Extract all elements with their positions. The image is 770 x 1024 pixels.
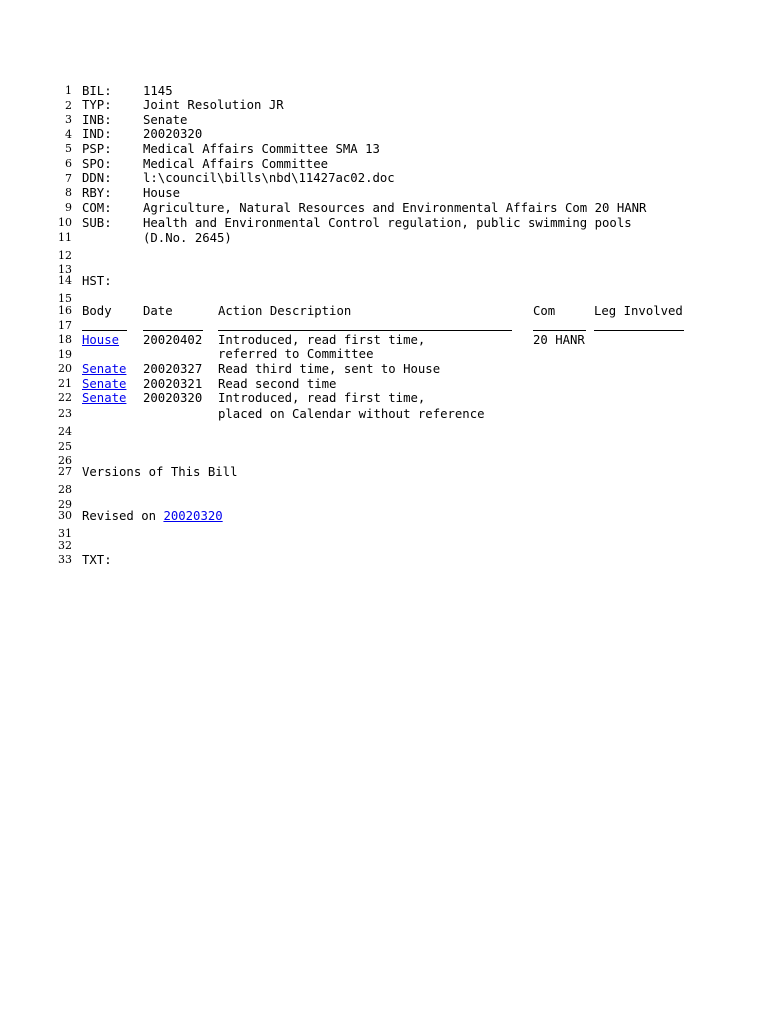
field-label-ddn: DDN:	[82, 171, 112, 185]
field-value-ind: 20020320	[143, 127, 203, 141]
field-value-typ: Joint Resolution JR	[143, 98, 284, 112]
line-number: 24	[58, 425, 72, 438]
line-number: 17	[58, 319, 72, 332]
history-action-continued: placed on Calendar without reference	[218, 407, 485, 421]
revised-line	[82, 509, 223, 523]
line-number: 13	[58, 263, 72, 276]
line-number: 21	[58, 377, 72, 390]
line-number: 22	[58, 391, 72, 404]
field-label-spo: SPO:	[82, 157, 112, 171]
history-date: 20020327	[143, 362, 203, 376]
line-number: 32	[58, 539, 72, 552]
line-number: 28	[58, 483, 72, 496]
revised-prefix: Revised on	[82, 509, 164, 523]
line-number: 14	[58, 274, 72, 287]
history-header-body: Body	[82, 304, 112, 318]
history-date: 20020402	[143, 333, 203, 347]
field-label-psp: PSP:	[82, 142, 112, 156]
history-label: HST:	[82, 274, 112, 288]
history-body-link[interactable]: House	[82, 333, 120, 347]
line-number: 1	[65, 84, 72, 97]
column-rule-leg	[594, 330, 684, 331]
line-number: 7	[65, 172, 72, 185]
line-number: 16	[58, 304, 72, 317]
history-action: Read second time	[218, 377, 337, 391]
line-number: 15	[58, 292, 72, 305]
line-number: 9	[65, 201, 72, 214]
line-number: 5	[65, 142, 72, 155]
line-number: 10	[58, 216, 72, 229]
line-number: 18	[58, 333, 72, 346]
field-value-psp: Medical Affairs Committee SMA 13	[143, 142, 380, 156]
field-label-typ: TYP:	[82, 98, 112, 112]
column-rule-action	[218, 330, 512, 331]
line-number: 8	[65, 186, 72, 199]
line-number: 2	[65, 99, 72, 112]
line-number: 4	[65, 128, 72, 141]
field-label-com: COM:	[82, 201, 112, 215]
history-committee: 20 HANR	[533, 333, 585, 347]
column-rule-date	[143, 330, 203, 331]
history-header-leg: Leg Involved	[594, 304, 683, 318]
field-label-sub: SUB:	[82, 216, 112, 230]
field-label-inb: INB:	[82, 113, 112, 127]
line-number: 26	[58, 454, 72, 467]
line-number: 20	[58, 362, 72, 375]
field-value-bil: 1145	[143, 84, 173, 98]
line-number: 31	[58, 527, 72, 540]
line-number: 11	[58, 231, 72, 244]
history-body-link[interactable]: Senate	[82, 362, 127, 376]
column-rule-body	[82, 330, 127, 331]
line-number: 25	[58, 440, 72, 453]
line-number: 29	[58, 498, 72, 511]
field-value-sub: Health and Environmental Control regulation, public swimming pools	[143, 216, 632, 230]
line-number: 23	[58, 407, 72, 420]
versions-heading: Versions of This Bill	[82, 465, 238, 479]
history-action: Read third time, sent to House	[218, 362, 441, 376]
line-number: 27	[58, 465, 72, 478]
history-body-link[interactable]: Senate	[82, 391, 127, 405]
line-number: 12	[58, 249, 72, 262]
revised-version-link[interactable]: 20020320	[163, 509, 223, 523]
field-value-spo: Medical Affairs Committee	[143, 157, 329, 171]
history-header-action: Action Description	[218, 304, 352, 318]
history-action: Introduced, read first time,	[218, 333, 426, 347]
line-number: 33	[58, 553, 72, 566]
field-value-rby: House	[143, 186, 181, 200]
field-value-ddn: l:\council\bills\nbd\11427ac02.doc	[143, 171, 395, 185]
history-action-continued: referred to Committee	[218, 347, 374, 361]
history-action: Introduced, read first time,	[218, 391, 426, 405]
line-number: 3	[65, 113, 72, 126]
history-body-link[interactable]: Senate	[82, 377, 127, 391]
field-value-inb: Senate	[143, 113, 188, 127]
text-label: TXT:	[82, 553, 112, 567]
history-header-date: Date	[143, 304, 173, 318]
field-label-rby: RBY:	[82, 186, 112, 200]
history-date: 20020320	[143, 391, 203, 405]
line-number: 19	[58, 348, 72, 361]
field-label-bil: BIL:	[82, 84, 112, 98]
field-label-ind: IND:	[82, 127, 112, 141]
line-number: 30	[58, 509, 72, 522]
field-value-com: Agriculture, Natural Resources and Environmental Affairs Com 20 HANR	[143, 201, 647, 215]
line-number: 6	[65, 157, 72, 170]
field-value-sub-continued: (D.No. 2645)	[143, 231, 232, 245]
column-rule-com	[533, 330, 586, 331]
history-header-com: Com	[533, 304, 556, 318]
history-date: 20020321	[143, 377, 203, 391]
